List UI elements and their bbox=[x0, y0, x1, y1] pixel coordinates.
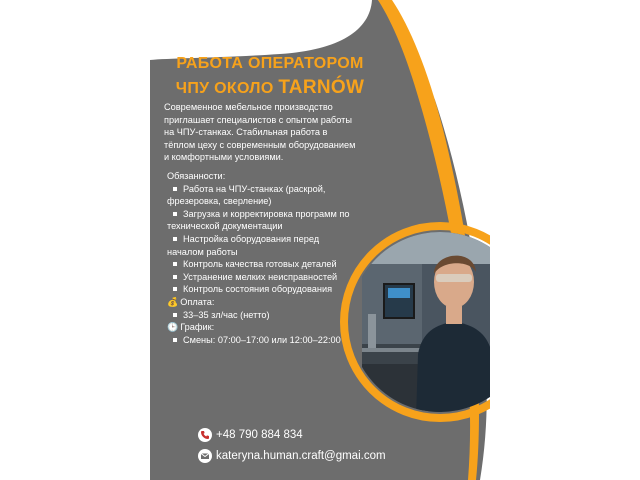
job-poster bbox=[150, 0, 490, 480]
bullet-icon bbox=[173, 187, 177, 191]
headline-line-2-prefix: ЧПУ ОКОЛО bbox=[175, 80, 279, 97]
phone-contact[interactable] bbox=[198, 428, 303, 442]
clock-icon: 🕒 bbox=[167, 322, 179, 333]
bullet-icon bbox=[173, 237, 177, 241]
list-item-text: Контроль состояния оборудования bbox=[183, 284, 333, 295]
list-item bbox=[167, 258, 357, 271]
email-address: kateryna.human.craft@gmai.com bbox=[216, 450, 386, 462]
list-item-text: Работа на ЧПУ-станках (раскрой, фрезеровка, сверление) bbox=[167, 183, 326, 207]
bullet-icon bbox=[173, 287, 177, 291]
intro-text: Современное мебельное производство приглашает специалистов с опытом работы на ЧПУ-станках. Стабильная работа в тёплом цеху с современным оборудованием и комфортными условиями. bbox=[164, 102, 356, 163]
job-details bbox=[167, 170, 357, 346]
headline-line-1: РАБОТА ОПЕРАТОРОМ bbox=[176, 55, 364, 72]
top-white-wedge bbox=[150, 0, 372, 60]
bullet-icon bbox=[173, 338, 177, 342]
money-bag-icon: 💰 bbox=[167, 296, 179, 307]
headline-city: TARNÓW bbox=[278, 77, 365, 98]
list-item-text: Устранение мелких неисправностей bbox=[183, 271, 338, 282]
phone-number: +48 790 884 834 bbox=[216, 429, 303, 441]
list-item bbox=[167, 283, 357, 296]
list-item bbox=[167, 208, 357, 233]
poster-headline bbox=[150, 52, 390, 101]
bullet-icon bbox=[173, 262, 177, 266]
pay-list bbox=[167, 309, 357, 322]
list-item bbox=[167, 334, 357, 347]
list-item bbox=[167, 233, 357, 258]
pay-section-title bbox=[167, 296, 357, 309]
bullet-icon bbox=[173, 275, 177, 279]
bullet-icon bbox=[173, 313, 177, 317]
headline-line-2 bbox=[150, 76, 390, 101]
list-item-text: Настройка оборудования перед началом работы bbox=[167, 233, 320, 257]
email-icon bbox=[198, 449, 212, 463]
list-item-text: Смены: 07:00–17:00 или 12:00–22:00 bbox=[183, 334, 341, 345]
pay-title: Оплата: bbox=[180, 296, 215, 307]
list-item bbox=[167, 271, 357, 284]
duties-list bbox=[167, 183, 357, 296]
operator-photo bbox=[362, 224, 490, 420]
list-item-text: Контроль качества готовых деталей bbox=[183, 259, 337, 270]
schedule-list bbox=[167, 334, 357, 347]
email-contact[interactable] bbox=[198, 449, 386, 463]
schedule-section-title bbox=[167, 321, 357, 334]
list-item-text: Загрузка и корректировка программ по технической документации bbox=[167, 208, 350, 232]
bullet-icon bbox=[173, 212, 177, 216]
schedule-title: График: bbox=[180, 322, 215, 333]
list-item bbox=[167, 309, 357, 322]
list-item-text: 33–35 зл/час (нетто) bbox=[183, 309, 270, 320]
duties-title: Обязанности: bbox=[167, 171, 226, 181]
list-item bbox=[167, 183, 357, 208]
phone-icon bbox=[198, 428, 212, 442]
